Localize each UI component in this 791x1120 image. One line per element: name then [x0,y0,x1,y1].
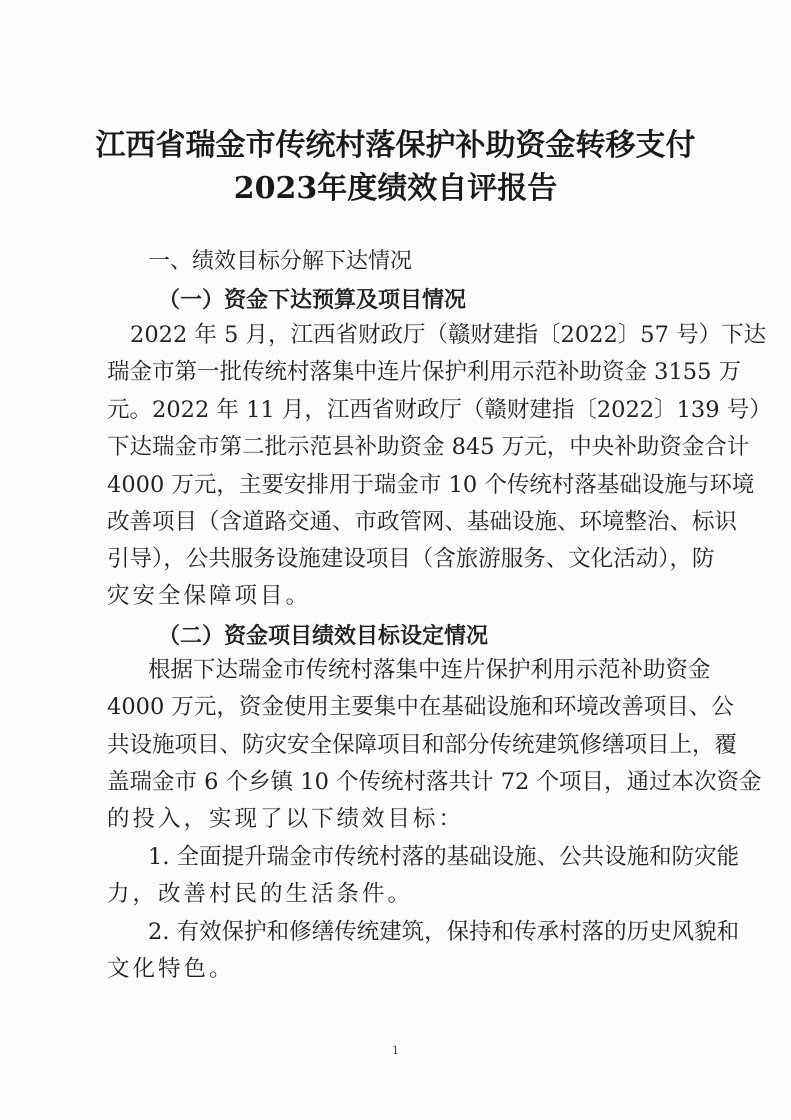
title-line-2: 2023年度绩效自评报告 [233,171,558,206]
paragraph-line: 4000 万元，资金使用主要集中在基础设施和环境改善项目、公 [107,694,734,720]
paragraph-line: 2022 年 5 月，江西省财政厅（赣财建指〔2022〕57 号）下达 [130,322,767,348]
paragraph-line: 1. 全面提升瑞金市传统村落的基础设施、公共设施和防灾能 [148,844,740,870]
section-heading-1: 一、绩效目标分解下达情况 [148,249,413,274]
paragraph-line: 力，改善村民的生活条件。 [107,881,414,907]
paragraph-line: 引导），公共服务设施建设项目（含旅游服务、文化活动），防 [107,546,715,572]
paragraph-line: 共设施项目、防灾安全保障项目和部分传统建筑修缮项目上，覆 [107,732,738,758]
paragraph-line: 元。2022 年 11 月，江西省财政厅（赣财建指〔2022〕139 号） [107,397,772,423]
paragraph-line: 瑞金市第一批传统村落集中连片保护利用示范补助资金 3155 万 [107,359,742,385]
paragraph-line: 下达瑞金市第二批示范县补助资金 845 万元，中央补助资金合计 [107,434,750,460]
paragraph-line: 2. 有效保护和修缮传统建筑，保持和传承村落的历史风貌和 [148,919,740,945]
paragraph-line: 的投入，实现了以下绩效目标： [107,806,465,832]
paragraph-line: 盖瑞金市 6 个乡镇 10 个传统村落共计 72 个项目，通过本次资金 [107,769,762,795]
page-number: 1 [392,1044,399,1057]
title-line-1: 江西省瑞金市传统村落保护补助资金转移支付 [95,128,696,163]
paragraph-line: 根据下达瑞金市传统村落集中连片保护利用示范补助资金 [148,657,711,683]
paragraph-line: 灾安全保障项目。 [107,583,312,609]
paragraph-line: 文化特色。 [107,956,235,982]
paragraph-line: 4000 万元，主要安排用于瑞金市 10 个传统村落基础设施与环境 [107,472,755,498]
subsection-heading-1: （一）资金下达预算及项目情况 [158,287,467,313]
paragraph-line: 改善项目（含道路交通、市政管网、基础设施、环境整治、标识 [107,509,738,535]
subsection-heading-2: （二）资金项目绩效目标设定情况 [158,623,489,649]
